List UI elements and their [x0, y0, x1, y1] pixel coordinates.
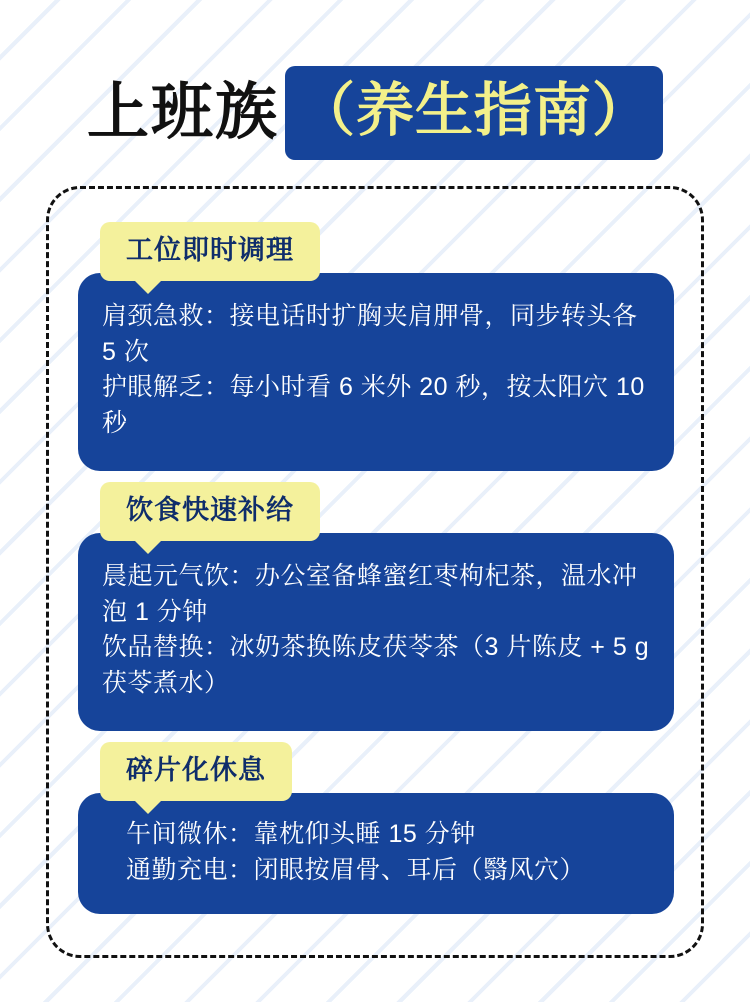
section-rest: [78, 742, 674, 914]
title-badge-text: （养生指南）: [285, 66, 663, 160]
section-line: 晨起元气饮：办公室备蜂蜜红枣枸杞茶，温水冲泡 1 分钟: [102, 562, 638, 626]
section-line: 通勤充电：闭眼按眉骨、耳后（翳风穴）: [126, 855, 586, 884]
title-main-text: 上班族: [86, 78, 279, 147]
section-body-workstation: [78, 273, 674, 471]
section-nutrition: [78, 482, 674, 731]
section-tag-rest: 碎片化休息: [100, 742, 292, 801]
section-body-nutrition: [78, 533, 674, 731]
section-workstation: [78, 222, 674, 471]
section-line: 肩颈急救：接电话时扩胸夹肩胛骨，同步转头各 5 次: [102, 302, 638, 366]
section-tag-nutrition: 饮食快速补给: [100, 482, 320, 541]
section-tag-workstation: 工位即时调理: [100, 222, 320, 281]
poster-title: [0, 58, 750, 168]
section-line: 护眼解乏：每小时看 6 米外 20 秒，按太阳穴 10 秒: [102, 373, 645, 437]
section-line: 午间微休：靠枕仰头睡 15 分钟: [126, 820, 476, 848]
section-line: 饮品替换：冰奶茶换陈皮茯苓茶（3 片陈皮 + 5 g 茯苓煮水）: [102, 633, 650, 697]
section-body-rest: [78, 793, 674, 914]
